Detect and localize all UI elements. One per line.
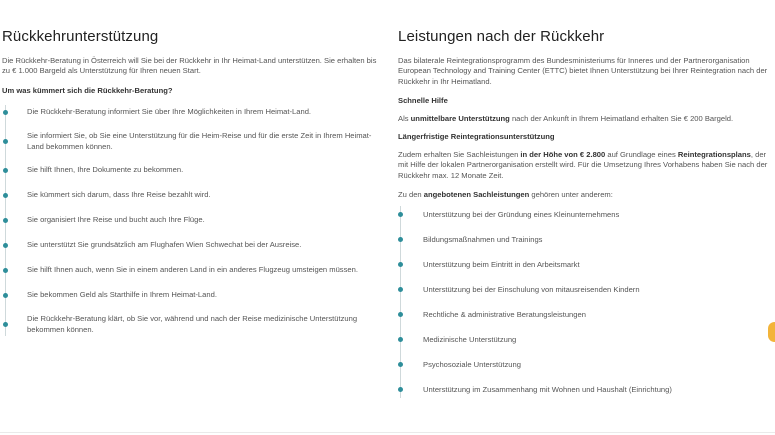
- section-title-after-return: Leistungen nach der Rückkehr: [398, 28, 605, 45]
- timeline-dot: [398, 237, 403, 242]
- timeline-dot: [3, 268, 8, 273]
- long-term-heading: Längerfristige Reintegrationsunterstützung: [398, 132, 555, 142]
- timeline-dot: [398, 362, 403, 367]
- timeline-dot: [398, 337, 403, 342]
- timeline-item: Die Rückkehr-Beratung informiert Sie über Ihre Möglichkeiten in Ihrem Heimat-Land.: [2, 101, 384, 125]
- timeline-item: Sie unterstützt Sie grundsätzlich am Flughafen Wien Schwechat bei der Ausreise.: [2, 233, 384, 258]
- timeline-dot: [398, 287, 403, 292]
- offered-services-intro: Zu den angebotenen Sachleistungen gehören unter anderem:: [398, 190, 613, 200]
- quick-help-text: Als unmittelbare Unterstützung nach der Ankunft in Ihrem Heimatland erhalten Sie € 200 Bargeld.: [398, 113, 734, 123]
- timeline-dot: [3, 139, 8, 144]
- quick-help-heading: Schnelle Hilfe: [398, 95, 448, 105]
- return-support-intro: Die Rückkehr-Beratung in Österreich will Sie bei der Rückkehr in Ihr Heimat-Land unterstützen. Sie erhalten bis zu € 1.000 Bargeld als Unterstützung für Ihren neuen Start.: [2, 56, 377, 76]
- return-support-section: [2, 0, 384, 342]
- timeline-dot: [398, 212, 403, 217]
- timeline-dot: [3, 322, 8, 327]
- timeline-item: Unterstützung beim Eintritt in den Arbeitsmarkt: [398, 252, 775, 277]
- timeline-item: Unterstützung bei der Gründung eines Kleinunternehmens: [398, 202, 775, 227]
- timeline-item: Bildungsmaßnahmen und Trainings: [398, 227, 775, 252]
- services-timeline: [398, 202, 775, 402]
- timeline-item: Sie organisiert Ihre Reise und bucht auch Ihre Flüge.: [2, 208, 384, 233]
- timeline-item: Sie informiert Sie, ob Sie eine Unterstützung für die Heim-Reise und für die erste Zeit in Ihrem Heimat-Land bekommen können.: [2, 125, 384, 159]
- timeline-item: Sie kümmert sich darum, dass Ihre Reise bezahlt wird.: [2, 183, 384, 208]
- timeline-item: Unterstützung bei der Einschulung von mitausreisenden Kindern: [398, 277, 775, 302]
- timeline-item: Sie hilft Ihnen, Ihre Dokumente zu bekommen.: [2, 159, 384, 183]
- timeline-item: Medizinische Unterstützung: [398, 327, 775, 352]
- timeline-dot: [3, 293, 8, 298]
- long-term-text: Zudem erhalten Sie Sachleistungen in der Höhe von € 2.800 auf Grundlage eines Reintegrationsplans, der mit Hilfe der lokalen Partnerorganisation erstellt wird. Für die Umsetzung Ihres Vorhabens haben Sie nach der Rückkehr max. 12 Monate Zeit.: [398, 150, 768, 180]
- timeline-item: Unterstützung im Zusammenhang mit Wohnen und Haushalt (Einrichtung): [398, 377, 775, 402]
- floating-scroll-handle[interactable]: [768, 322, 775, 342]
- timeline-item: Die Rückkehr-Beratung klärt, ob Sie vor, während und nach der Reise medizinische Unterstützung bekommen können.: [2, 308, 384, 342]
- after-return-section: [398, 0, 775, 402]
- timeline-dot: [3, 218, 8, 223]
- timeline-dot: [398, 312, 403, 317]
- timeline-dot: [3, 243, 8, 248]
- page-divider: [0, 432, 775, 433]
- timeline-dot: [3, 193, 8, 198]
- timeline-item: Psychosoziale Unterstützung: [398, 352, 775, 377]
- timeline-item: Sie hilft Ihnen auch, wenn Sie in einem anderen Land in ein anderes Flugzeug umsteigen müssen.: [2, 258, 384, 283]
- timeline-dot: [3, 110, 8, 115]
- timeline-dot: [398, 387, 403, 392]
- section-title-return-support: Rückkehrunterstützung: [2, 28, 159, 45]
- reintegration-intro: Das bilaterale Reintegrationsprogramm des Bundesministeriums für Inneres und der Partnerorganisation European Technology and Training Center (ETTC) bietet Ihnen Unterstützung bei Ihrer Reintegration nach der Rückkehr in Ihr Heimatland.: [398, 56, 768, 86]
- timeline-item: Sie bekommen Geld als Starthilfe in Ihrem Heimat-Land.: [2, 283, 384, 308]
- timeline-dot: [398, 262, 403, 267]
- timeline-item: Rechtliche & administrative Beratungsleistungen: [398, 302, 775, 327]
- timeline-dot: [3, 168, 8, 173]
- counseling-question: Um was kümmert sich die Rückkehr-Beratung?: [2, 85, 173, 95]
- counseling-timeline: [2, 101, 384, 342]
